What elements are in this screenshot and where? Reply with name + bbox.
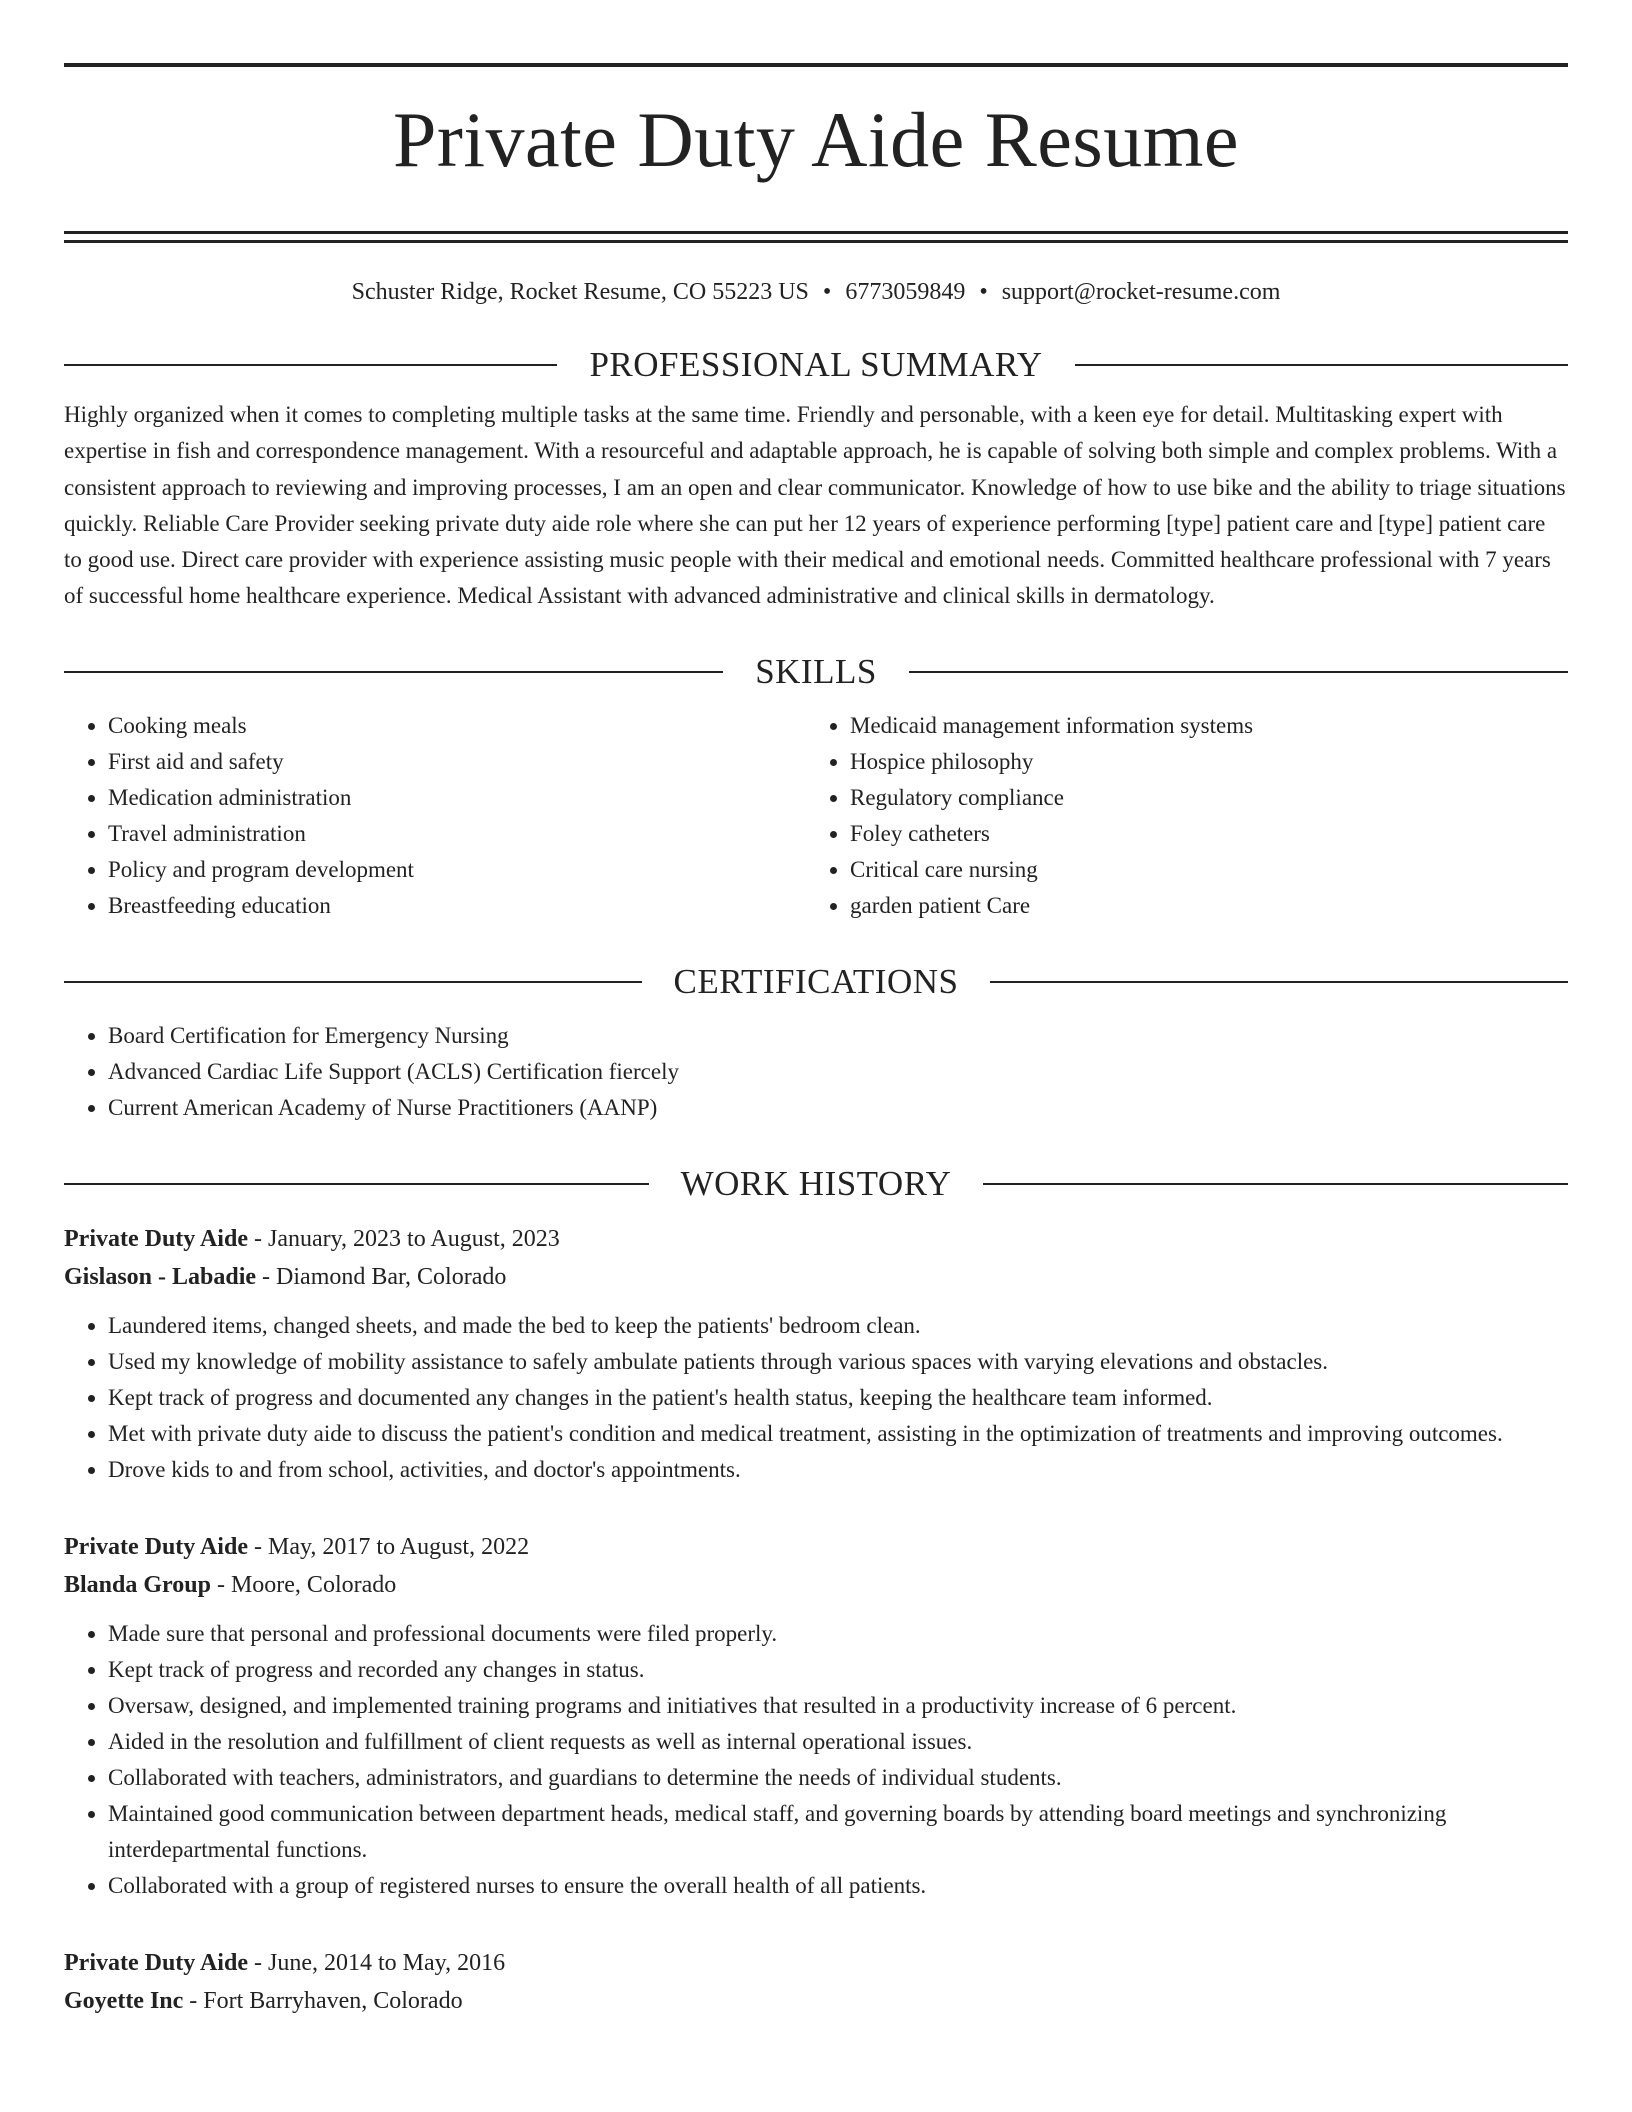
job-dates: - June, 2014 to May, 2016 xyxy=(247,1950,506,1977)
contact-email[interactable]: support@rocket-resume.com xyxy=(1001,279,1281,306)
job-location: - Fort Barryhaven, Colorado xyxy=(183,1988,463,2015)
skill-item: • Policy and program development xyxy=(108,852,806,888)
job-title-line xyxy=(64,1528,1568,1566)
heading-rule xyxy=(1075,364,1568,366)
job-entry xyxy=(64,1944,1568,2020)
skills-column-right xyxy=(806,708,1548,924)
skills-list-right xyxy=(806,708,1548,924)
job-duty: • Laundered items, changed sheets, and made the bed to keep the patients' bedroom clean. xyxy=(108,1308,1568,1344)
heading-rule xyxy=(64,1183,649,1185)
skill-item: • Medication administration xyxy=(108,780,806,816)
job-duty: • Collaborated with teachers, administrators, and guardians to determine the needs of individual students. xyxy=(108,1760,1568,1796)
job-duty: • Maintained good communication between department heads, medical staff, and governing boards by attending board meetings and synchronizing interdepartmental functions. xyxy=(108,1796,1568,1868)
job-duty: • Collaborated with a group of registered nurses to ensure the overall health of all patients. xyxy=(108,1868,1568,1904)
work-history-heading-label: WORK HISTORY xyxy=(680,1164,952,1204)
job-dates: - January, 2023 to August, 2023 xyxy=(247,1226,560,1253)
skills-columns xyxy=(64,708,1568,924)
job-company: Goyette Inc xyxy=(64,1988,184,2015)
certification-item: • Advanced Cardiac Life Support (ACLS) Certification fiercely xyxy=(108,1054,1568,1090)
job-title-line xyxy=(64,1220,1568,1258)
heading-rule xyxy=(64,671,723,673)
job-entry xyxy=(64,1528,1568,1904)
job-company-line xyxy=(64,1982,1568,2020)
job-title: Private Duty Aide xyxy=(64,1226,248,1253)
heading-rule xyxy=(983,1183,1568,1185)
summary-heading xyxy=(64,343,1568,387)
job-duty: • Kept track of progress and documented any changes in the patient's health status, keeping the healthcare team informed. xyxy=(108,1380,1568,1416)
job-location: - Moore, Colorado xyxy=(210,1572,397,1599)
heading-rule xyxy=(64,981,642,983)
heading-rule xyxy=(64,364,557,366)
job-dates: - May, 2017 to August, 2022 xyxy=(247,1534,530,1561)
job-duty: • Made sure that personal and professional documents were filed properly. xyxy=(108,1616,1568,1652)
certifications-heading xyxy=(64,960,1568,1004)
job-duty: • Kept track of progress and recorded any changes in status. xyxy=(108,1652,1568,1688)
job-duty: • Oversaw, designed, and implemented training programs and initiatives that resulted in a productivity increase of 6 percent. xyxy=(108,1688,1568,1724)
contact-line xyxy=(64,277,1568,307)
contact-address: Schuster Ridge, Rocket Resume, CO 55223 US xyxy=(351,279,809,306)
skills-heading xyxy=(64,650,1568,694)
summary-heading-label: PROFESSIONAL SUMMARY xyxy=(589,345,1043,385)
skill-item: • Travel administration xyxy=(108,816,806,852)
heading-rule xyxy=(909,671,1568,673)
certifications-heading-label: CERTIFICATIONS xyxy=(673,962,959,1002)
skills-list-left xyxy=(64,708,806,924)
job-company-line xyxy=(64,1258,1568,1296)
certification-item: • Board Certification for Emergency Nursing xyxy=(108,1018,1568,1054)
skill-item: • Cooking meals xyxy=(108,708,806,744)
certifications-list xyxy=(64,1018,1568,1126)
work-history-heading xyxy=(64,1162,1568,1206)
top-rule xyxy=(64,63,1568,67)
skill-item: • First aid and safety xyxy=(108,744,806,780)
skill-item: • garden patient Care xyxy=(850,888,1548,924)
job-duties-list xyxy=(64,1616,1568,1904)
contact-separator: • xyxy=(822,279,832,306)
job-title: Private Duty Aide xyxy=(64,1950,248,1977)
job-duties-list xyxy=(64,1308,1568,1488)
summary-text: Highly organized when it comes to completing multiple tasks at the same time. Friendly and personable, with a keen eye for detail. Multitasking expert with expertise in fish and correspondence management. With a resourceful and adaptable approach, he is capable of solving both simple and complex problems. With a consistent approach to reviewing and improving processes, I am an open and clear communicator. Knowledge of how to use bike and the ability to triage situations quickly. Reliable Care Provider seeking private duty aide role where she can put her 12 years of experience performing [type] patient care and [type] patient care to good use. Direct care provider with experience assisting music people with their medical and emotional needs. Committed healthcare professional with 7 years of successful home healthcare experience. Medical Assistant with advanced administrative and clinical skills in dermatology. xyxy=(64,402,1566,609)
contact-separator: • xyxy=(979,279,988,306)
job-entry xyxy=(64,1220,1568,1488)
certifications-block xyxy=(64,1018,1568,1126)
job-duty: • Aided in the resolution and fulfillment of client requests as well as internal operational issues. xyxy=(108,1724,1568,1760)
skill-item: • Breastfeeding education xyxy=(108,888,806,924)
title-double-rule xyxy=(64,231,1568,243)
skills-column-left xyxy=(64,708,806,924)
contact-phone: 6773059849 xyxy=(845,279,966,306)
job-company: Blanda Group xyxy=(64,1572,211,1599)
skill-item: • Medicaid management information systems xyxy=(850,708,1548,744)
resume-page xyxy=(64,0,1568,2020)
job-duty: • Used my knowledge of mobility assistance to safely ambulate patients through various spaces with varying elevations and obstacles. xyxy=(108,1344,1568,1380)
job-location: - Diamond Bar, Colorado xyxy=(256,1264,507,1291)
job-company: Gislason - Labadie xyxy=(64,1264,257,1291)
job-title: Private Duty Aide xyxy=(64,1534,248,1561)
skills-heading-label: SKILLS xyxy=(755,652,877,692)
skill-item: • Hospice philosophy xyxy=(850,744,1548,780)
job-company-line xyxy=(64,1566,1568,1604)
heading-rule xyxy=(990,981,1568,983)
skill-item: • Regulatory compliance xyxy=(850,780,1548,816)
job-duty: • Met with private duty aide to discuss the patient's condition and medical treatment, assisting in the optimization of treatments and improving outcomes. xyxy=(108,1416,1568,1452)
job-title-line xyxy=(64,1944,1568,1982)
resume-title: Private Duty Aide Resume xyxy=(392,96,1240,183)
skill-item: • Critical care nursing xyxy=(850,852,1548,888)
job-duty: • Drove kids to and from school, activities, and doctor's appointments. xyxy=(108,1452,1568,1488)
skill-item: • Foley catheters xyxy=(850,816,1548,852)
certification-item: • Current American Academy of Nurse Practitioners (AANP) xyxy=(108,1090,1568,1126)
